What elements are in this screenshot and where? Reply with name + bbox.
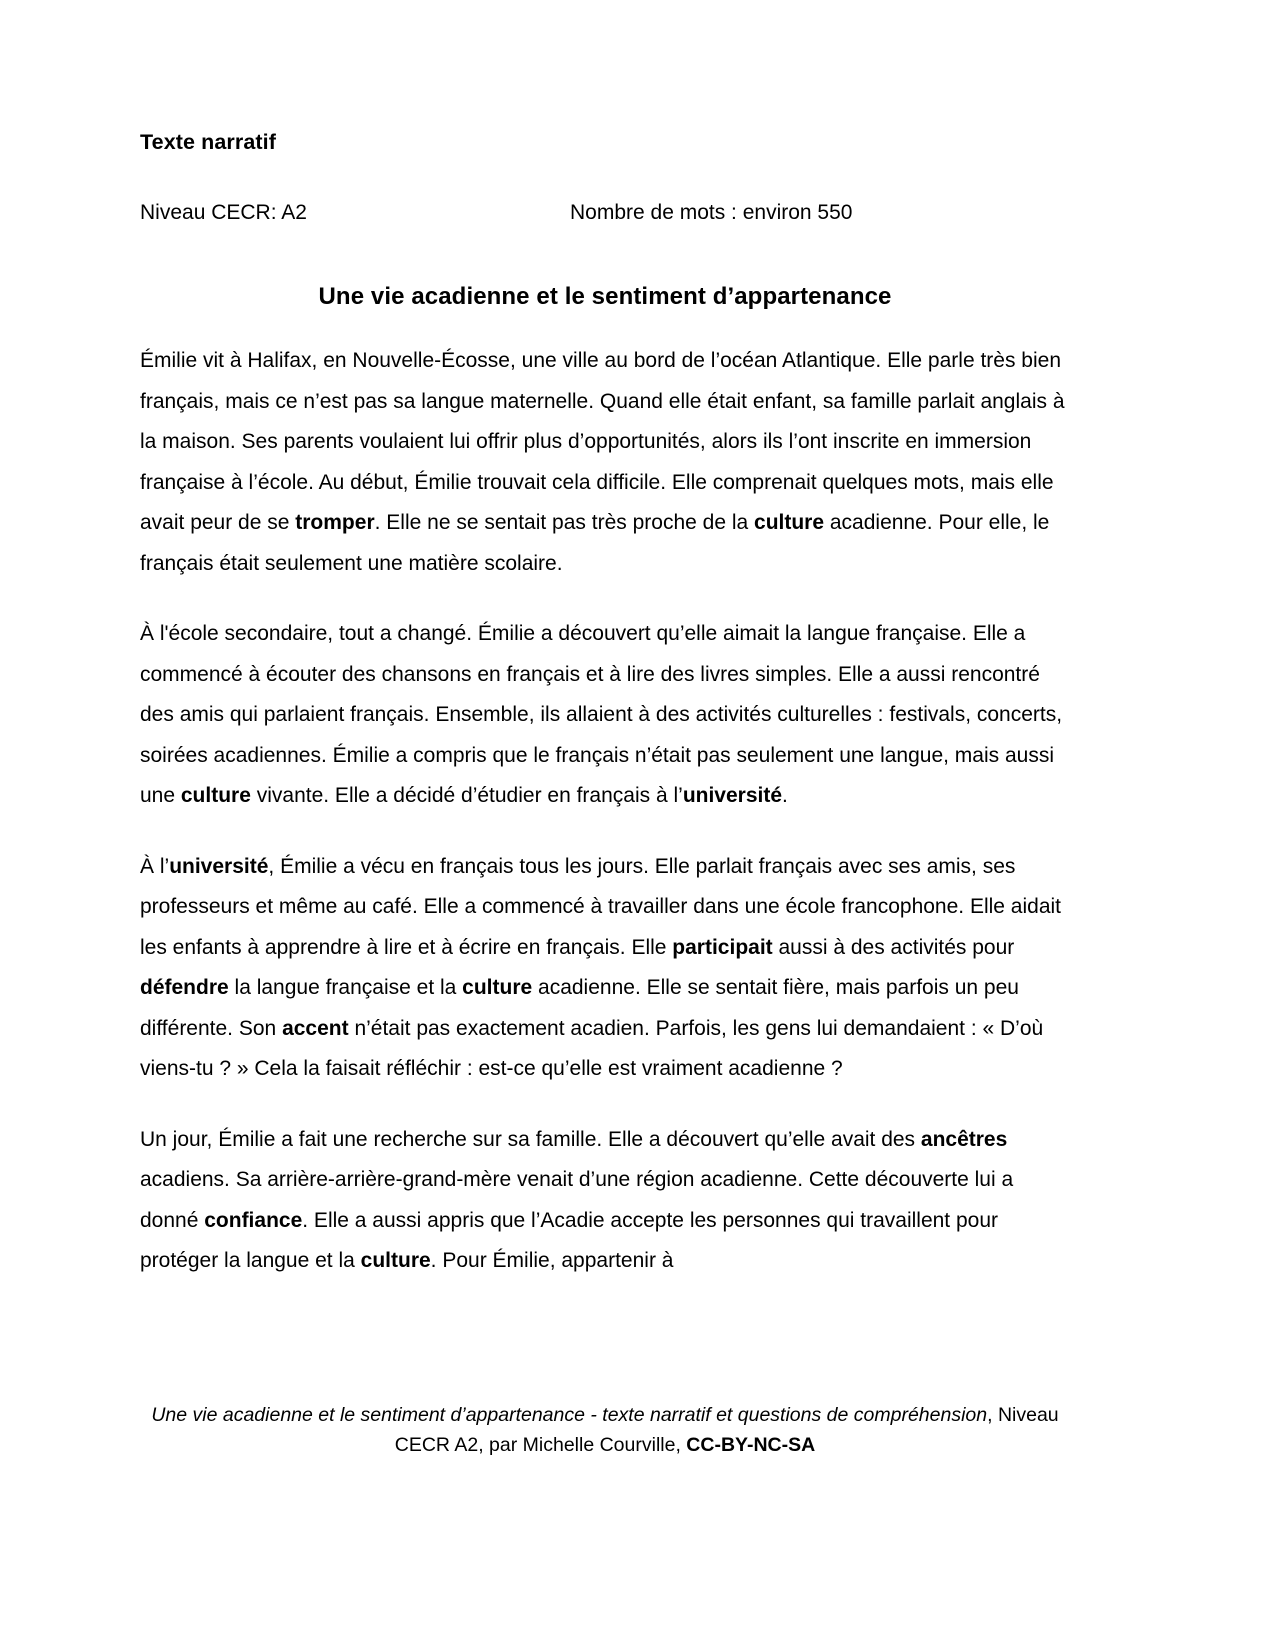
page-title: Une vie acadienne et le sentiment d’appartenance xyxy=(318,283,892,310)
document-type-heading: Texte narratif xyxy=(140,130,277,154)
document-meta-row xyxy=(140,201,1070,225)
cefr-level-label: Niveau CECR: A2 xyxy=(140,201,307,224)
paragraph: À l'école secondaire, tout a changé. Émilie a découvert qu’elle aimait la langue française. Elle a commencé à écouter des chansons en français et à lire des livres simples. Elle a aussi rencontré des amis qui parlaient français. Ensemble, ils allaient à des activités culturelles : festivals, concerts, soirées acadiennes. Émilie a compris que le français n’était pas seulement une langue, mais aussi une culture vivante. Elle a décidé d’étudier en français à l’université. xyxy=(140,622,1063,808)
word-count-label: Nombre de mots : environ 550 xyxy=(570,201,853,224)
document-body xyxy=(140,130,1070,1282)
paragraph: À l’université, Émilie a vécu en français tous les jours. Elle parlait français avec ses amis, ses professeurs et même au café. Elle a commencé à travailler dans une école francophone. Elle aidait les enfants à apprendre à lire et à écrire en français. Elle participait aussi à des activités pour défendre la langue française et la culture acadienne. Elle se sentait fière, mais parfois un peu différente. Son accent n’était pas exactement acadien. Parfois, les gens lui demandaient : « D’où viens-tu ? » Cela la faisait réfléchir : est-ce qu’elle est vraiment acadienne ? xyxy=(140,854,1062,1081)
paragraph: Émilie vit à Halifax, en Nouvelle-Écosse, une ville au bord de l’océan Atlantique. Elle parle très bien français, mais ce n’est pas sa langue maternelle. Quand elle était enfant, sa famille parlait anglais à la maison. Ses parents voulaient lui offrir plus d’opportunités, alors ils l’ont inscrite en immersion française à l’école. Au début, Émilie trouvait cela difficile. Elle comprenait quelques mots, mais elle avait peur de se tromper. Elle ne se sentait pas très proche de la culture acadienne. Pour elle, le français était seulement une matière scolaire. xyxy=(140,349,1065,575)
page-footer: Une vie acadienne et le sentiment d’appartenance - texte narratif et questions de compréhension, Niveau CECR A2, par Michelle Courville, CC-BY-NC-SA xyxy=(151,1404,1059,1457)
paragraph: Un jour, Émilie a fait une recherche sur sa famille. Elle a découvert qu’elle avait des ancêtres acadiens. Sa arrière-arrière-grand-mère venait d’une région acadienne. Cette découverte lui a donné confiance. Elle a aussi appris que l’Acadie accepte les personnes qui travaillent pour protéger la langue et la culture. Pour Émilie, appartenir à xyxy=(140,1127,1014,1273)
